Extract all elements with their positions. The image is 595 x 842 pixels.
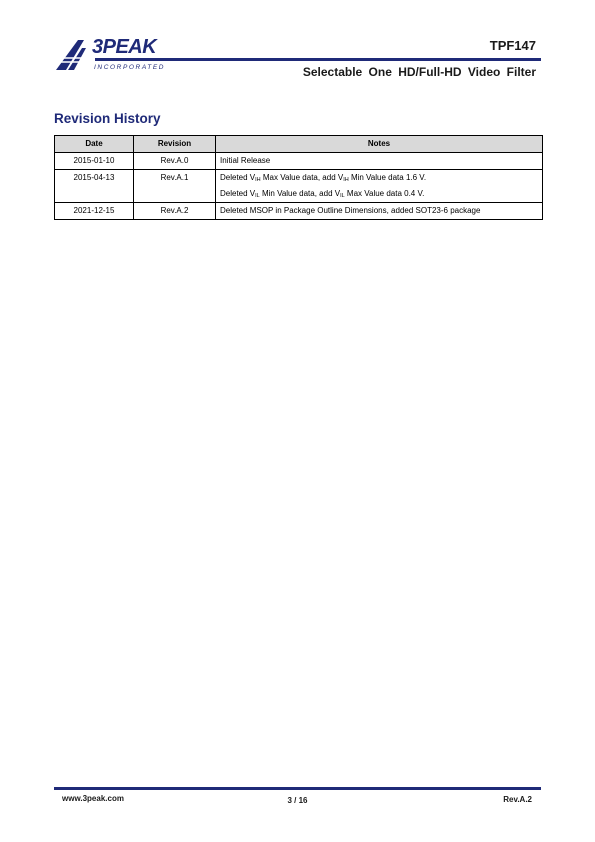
- column-header-notes: Notes: [216, 136, 543, 153]
- cell-date: 2015-04-13: [55, 170, 134, 203]
- logo-subtitle: INCORPORATED: [94, 64, 166, 71]
- column-header-revision: Revision: [134, 136, 216, 153]
- note-line: Deleted $V_{IL}$ Min Value data, add $V_{IL}$ Max Value data 0.4 V.: [220, 189, 425, 199]
- cell-date: 2015-01-10: [55, 153, 134, 170]
- note-line: Deleted MSOP in Package Outline Dimensions, added SOT23-6 package: [220, 206, 481, 215]
- table-row: [55, 170, 543, 203]
- footer-website-link[interactable]: www.3peak.com: [62, 794, 124, 803]
- table-row: [55, 203, 543, 220]
- revision-history-table: [54, 135, 543, 220]
- cell-notes: [216, 203, 543, 220]
- cell-revision: Rev.A.2: [134, 203, 216, 220]
- page-number: 3 / 16: [287, 796, 308, 805]
- table-row: [55, 153, 543, 170]
- column-header-date: Date: [55, 136, 134, 153]
- logo-wordmark: 3PEAK: [92, 36, 157, 58]
- cell-date: 2021-12-15: [55, 203, 134, 220]
- cell-revision: Rev.A.1: [134, 170, 216, 203]
- company-logo: [54, 36, 174, 74]
- note-line: Deleted $V_{IH}$ Max Value data, add $V_{IH}$ Min Value data 1.6 V.: [220, 173, 427, 183]
- cell-notes: [216, 153, 543, 170]
- note-line: Initial Release: [220, 156, 271, 165]
- cell-notes: [216, 170, 543, 203]
- section-title: Revision History: [54, 111, 161, 126]
- footer-revision: Rev.A.2: [503, 795, 532, 804]
- peak-logo-icon: [54, 36, 94, 72]
- cell-revision: Rev.A.0: [134, 153, 216, 170]
- table-header-row: [55, 136, 543, 153]
- header-divider: [95, 58, 541, 61]
- part-number: TPF147: [489, 38, 536, 53]
- document-title: Selectable One HD/Full-HD Video Filter: [302, 65, 536, 79]
- footer-divider: [54, 787, 541, 790]
